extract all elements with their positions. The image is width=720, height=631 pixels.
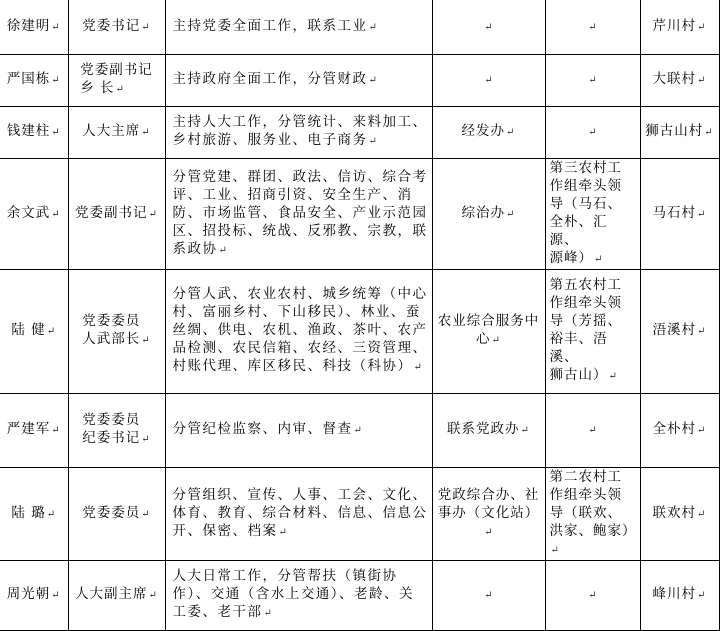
cell-end-mark: ↵ (588, 590, 598, 601)
duties-text: 人大日常工作，分管帮扶（镇街协作）、交通（含水上交通）、老龄、关工委、老干部 (172, 568, 414, 620)
post-line: 党委书记 (82, 17, 141, 34)
lead-cell (545, 0, 640, 54)
department-text: 农业综合服务中心 (437, 313, 540, 347)
village-cell (640, 467, 719, 560)
department-cell (432, 158, 545, 269)
post-line: 党委副书记 (75, 204, 148, 221)
person-name: 钱建柱 (6, 123, 51, 139)
cell-end-mark: ↵ (697, 326, 707, 337)
lead-line: 源峰）↵ (549, 249, 604, 266)
lead-line: 导（芳揺、 (549, 313, 622, 329)
cell-end-mark: ↵ (148, 208, 158, 220)
department-text: 综治办 (461, 204, 506, 221)
lead-cell (545, 106, 640, 158)
table-row (0, 467, 719, 560)
cell-end-mark: ↵ (51, 208, 61, 220)
duties-cell (165, 393, 432, 467)
cell-end-mark: ↵ (550, 544, 560, 556)
person-name: 陆 璐 (11, 504, 46, 521)
village-cell (640, 54, 719, 106)
department-cell (432, 269, 545, 393)
lead-line: 导（马石、 (549, 195, 622, 212)
cell-end-mark: ↵ (141, 127, 151, 138)
lead-line: 作组牵头领 (549, 486, 622, 503)
cell-end-mark: ↵ (51, 127, 61, 138)
lead-lines (550, 468, 636, 560)
person-name: 陆 健 (11, 322, 46, 338)
lead-cell (545, 158, 640, 269)
village-name: 浯溪村 (652, 322, 697, 338)
village-cell (640, 393, 719, 467)
duties-cell (165, 560, 432, 630)
post-cell (68, 54, 165, 106)
department-text: 经发办 (461, 123, 506, 139)
cell-end-mark: ↵ (697, 425, 707, 436)
village-name: 大联村 (652, 71, 697, 87)
lead-line: 作组牵头领 (549, 295, 622, 311)
cell-end-mark: ↵ (506, 208, 516, 220)
name-cell (0, 269, 68, 393)
cell-end-mark: ↵ (51, 425, 61, 436)
cell-end-mark: ↵ (141, 335, 151, 346)
duties-cell (165, 269, 432, 393)
cell-end-mark: ↵ (368, 136, 379, 147)
post-cell (68, 560, 165, 630)
name-cell (0, 0, 68, 54)
cell-end-mark: ↵ (484, 75, 494, 86)
lead-cell (545, 54, 640, 106)
table-row (0, 158, 719, 269)
cell-end-mark: ↵ (141, 21, 151, 33)
table-row (0, 0, 719, 54)
person-name: 周光朝 (6, 586, 51, 602)
cell-end-mark: ↵ (704, 127, 714, 138)
person-name: 严建军 (6, 421, 51, 437)
duties-cell (165, 467, 432, 560)
post-line: 纪委书记↵ (82, 430, 151, 446)
name-cell (0, 54, 68, 106)
cell-end-mark: ↵ (46, 326, 57, 337)
cell-end-mark: ↵ (413, 362, 424, 373)
lead-line: 导（联欢、 (549, 504, 622, 521)
department-text: 党政综合办、社事办（文化站） (437, 486, 540, 521)
lead-cell (545, 467, 640, 560)
duties-text: 主持人大工作，分管统计、来料加工、乡村旅游、服务业、电子商务 (172, 114, 428, 148)
department-cell (432, 393, 545, 467)
cell-end-mark: ↵ (353, 425, 364, 436)
cell-end-mark: ↵ (141, 508, 151, 520)
cell-end-mark: ↵ (263, 608, 274, 619)
post-lines (82, 411, 150, 449)
cell-end-mark: ↵ (51, 590, 61, 601)
name-cell (0, 560, 68, 630)
cell-end-mark: ↵ (484, 590, 494, 601)
lead-lines (550, 159, 636, 269)
village-cell (640, 0, 719, 54)
post-cell (68, 393, 165, 467)
cell-end-mark: ↵ (51, 21, 61, 33)
department-cell (432, 467, 545, 560)
cell-end-mark: ↵ (608, 371, 618, 382)
cell-end-mark: ↵ (697, 75, 707, 86)
post-line: 人大主席 (82, 123, 141, 139)
lead-cell (545, 393, 640, 467)
post-line: 党委委员 (82, 504, 141, 521)
post-line: 党委委员 (82, 313, 141, 329)
lead-line: 第二农村工 (549, 468, 622, 485)
lead-line: 第三农村工 (549, 159, 622, 176)
post-line: 党委委员 (82, 412, 141, 428)
cell-end-mark: ↵ (51, 75, 61, 86)
cell-end-mark: ↵ (115, 84, 125, 95)
name-cell (0, 158, 68, 269)
table-row (0, 54, 719, 106)
village-cell (640, 560, 719, 630)
post-cell (68, 0, 165, 54)
duties-text: 主持党委全面工作，联系工业 (172, 17, 368, 34)
post-lines (82, 312, 150, 350)
cell-end-mark: ↵ (491, 335, 501, 346)
duties-text: 主持政府全面工作，分管财政 (172, 71, 368, 87)
cell-end-mark: ↵ (506, 127, 516, 138)
post-cell (68, 467, 165, 560)
duties-text: 分管组织、宣传、人事、工会、文化、体育、教育、综合材料、信息、信息公开、保密、档案 (172, 486, 428, 539)
village-name: 峰川村 (652, 586, 697, 602)
name-cell (0, 467, 68, 560)
cell-end-mark: ↵ (697, 590, 707, 601)
village-cell (640, 269, 719, 393)
cell-end-mark: ↵ (46, 508, 57, 520)
cell-end-mark: ↵ (278, 526, 289, 538)
village-cell (640, 106, 719, 158)
lead-line: 全朴、汇源、 (549, 213, 608, 248)
cell-end-mark: ↵ (588, 127, 598, 138)
table-row (0, 106, 719, 158)
department-text: 联系党政办 (447, 421, 520, 437)
cell-end-mark: ↵ (697, 21, 707, 33)
duties-cell (165, 0, 432, 54)
person-name: 余文武 (6, 204, 51, 221)
cell-end-mark: ↵ (588, 425, 598, 436)
cell-end-mark: ↵ (520, 425, 530, 436)
lead-line: 洪家、鲍家）↵ (549, 522, 637, 556)
cell-end-mark: ↵ (588, 75, 598, 86)
post-line: 人大副主席 (75, 586, 148, 602)
table-row (0, 393, 719, 467)
duties-text: 分管纪检监察、内审、督查 (172, 421, 353, 437)
department-cell (432, 560, 545, 630)
lead-line: 第五农村工 (549, 277, 622, 293)
post-line: 党委副书记 (80, 62, 153, 78)
name-cell (0, 393, 68, 467)
person-name: 严国栋 (6, 71, 51, 87)
cell-end-mark: ↵ (368, 75, 379, 86)
department-cell (432, 106, 545, 158)
person-name: 徐建明 (6, 17, 51, 34)
department-cell (432, 54, 545, 106)
duties-cell (165, 54, 432, 106)
cell-end-mark: ↵ (218, 244, 229, 256)
duties-cell (165, 106, 432, 158)
village-cell (640, 158, 719, 269)
post-line: 乡 长↵ (80, 80, 125, 96)
cell-end-mark: ↵ (588, 21, 598, 33)
cell-end-mark: ↵ (148, 590, 158, 601)
department-cell (432, 0, 545, 54)
lead-cell (545, 560, 640, 630)
name-cell (0, 106, 68, 158)
post-line: 人武部长↵ (82, 331, 151, 347)
cell-end-mark: ↵ (484, 526, 494, 538)
lead-line: 裕丰、浯溪、 (549, 331, 608, 365)
table-row (0, 269, 719, 393)
village-name: 联欢村 (652, 504, 697, 521)
cell-end-mark: ↵ (141, 434, 151, 445)
duties-cell (165, 158, 432, 269)
lead-line: 作组牵头领 (549, 177, 622, 194)
cell-end-mark: ↵ (697, 208, 707, 220)
village-name: 全朴村 (652, 421, 697, 437)
duties-text: 分管人武、农业农村、城乡统筹（中心村、富丽乡村、下山移民）、林业、蚕丝绸、供电、农机、渔政、茶叶、农产品检测、农民信箱、农经、三资管理、村账代理、库区移民、科技（科协） (172, 286, 428, 374)
cell-end-mark: ↵ (368, 21, 379, 33)
village-name: 芹川村 (652, 17, 697, 34)
post-cell (68, 269, 165, 393)
cell-end-mark: ↵ (484, 21, 494, 33)
cell-end-mark: ↵ (697, 508, 707, 520)
village-name: 马石村 (652, 204, 697, 221)
lead-cell (545, 269, 640, 393)
post-lines (80, 61, 153, 99)
duties-text: 分管党建、群团、政法、信访、综合考评、工业、招商引资、安全生产、消防、市场监管、食品安全、产业示范园区、招投标、统战、反邪教、宗教，联系政协 (172, 168, 428, 257)
lead-line: 狮古山）↵ (549, 367, 618, 383)
post-cell (68, 106, 165, 158)
lead-lines (550, 276, 636, 386)
village-name: 狮古山村 (645, 123, 704, 139)
table-row (0, 560, 719, 630)
post-cell (68, 158, 165, 269)
cell-end-mark: ↵ (594, 253, 604, 265)
